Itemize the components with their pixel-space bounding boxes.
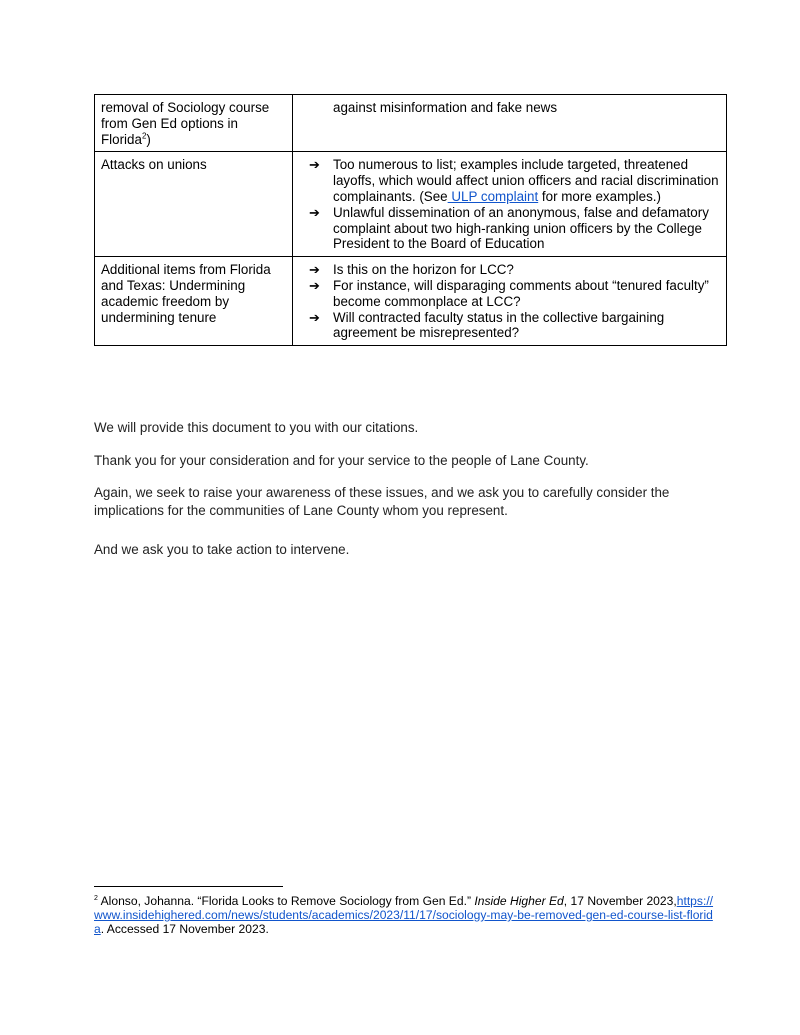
details-cell: against misinformation and fake news [293,95,727,152]
footnote-divider [94,886,283,887]
arrow-right-icon: ➔ [309,157,320,173]
details-cell [293,152,727,257]
table-row [95,95,727,152]
bullet-list [293,157,720,252]
arrow-right-icon: ➔ [309,277,320,293]
issue-cell: Attacks on unions [95,152,293,257]
table-row [95,152,727,257]
paragraph-action: And we ask you to take action to intervene. [94,542,350,557]
list-item: ➔ Unlawful dissemination of an anonymous, false and defamatory complaint about two high-ranking union officers by the College President to the Board of Education [309,204,709,252]
list-item: ➔ Will contracted faculty status in the collective bargaining agreement be misrepresented? [309,309,665,341]
table-row [95,257,727,346]
issue-cell: Additional items from Florida and Texas: Undermining academic freedom by undermining tenure [95,257,293,346]
footnote: $^2$ Alonso, Johanna. “Florida Looks to Remove Sociology from Gen Ed.” Inside Higher Ed, 17 November 2023,https://www.insidehighered.com/news/students/academics/2023/11/17/sociology-may-be-removed-gen-ed-course-list-florida. Accessed 17 November 2023. [94,894,714,936]
citation-url-link[interactable]: https://www.insidehighered.com/news/students/academics/2023/11/17/sociology-may-be-removed-gen-ed-course-list-florida [94,894,714,936]
list-item: ➔ Is this on the horizon for LCC? [309,262,514,278]
details-cell [293,257,727,346]
footnote-ref[interactable]: 2 [141,131,147,141]
publication-title: Inside Higher Ed [474,894,564,908]
paragraph-awareness: Again, we seek to raise your awareness of these issues, and we ask you to carefully consider the implications for the communities of Lane County whom you represent. [94,485,670,518]
list-item: ➔ For instance, will disparaging comments about “tenured faculty” become commonplace at LCC? [309,277,709,309]
paragraph-citations: We will provide this document to you with our citations. [94,420,419,435]
issues-table [94,94,727,346]
bullet-list [293,262,720,341]
list-item: ➔ Too numerous to list; examples include targeted, threatened layoffs, which would affect union officers and racial discrimination complainants. (See ULP complaint for more examples.) [309,157,719,204]
arrow-right-icon: ➔ [309,262,320,278]
arrow-right-icon: ➔ [309,204,320,220]
issue-cell: removal of Sociology course from Gen Ed options in Florida$^2$) [95,95,293,152]
paragraph-thanks: Thank you for your consideration and for your service to the people of Lane County. [94,453,589,468]
arrow-right-icon: ➔ [309,309,320,325]
footnote-number: 2 [94,894,98,902]
ulp-complaint-link[interactable]: ULP complaint [447,188,539,204]
